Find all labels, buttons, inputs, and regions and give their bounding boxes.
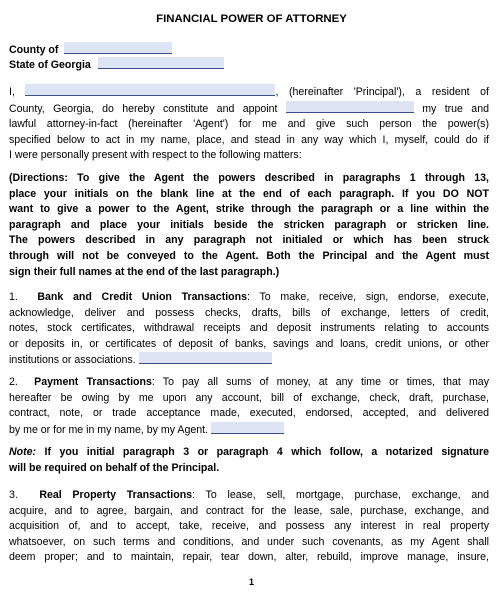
directions-line: The powers described in any paragraph not initialed or which has been struck [9,234,489,247]
directions-line: place your initials on the blank line at the end of each paragraph. If you DO NOT [9,187,489,200]
note-line: Note: If you initial paragraph 3 or paragraph 4 which follow, a notarized signature [9,446,489,458]
intro-line-5: I were personally present with respect to the following matters: [9,149,302,162]
document-title: FINANCIAL POWER OF ATTORNEY [156,13,347,25]
paragraph-3-line: whatsoever, on such terms and conditions, and under such covenants, as my Agent shall [9,535,489,548]
paragraph-3-heading: Real Property Transactions [39,489,193,501]
paragraph-2-line: contract, note, or trade acceptance made, executed, endorsed, accepted, and delivered [9,407,489,420]
directions-line: through will not be conveyed to the Agent. Both the Principal and the Agent must [9,249,489,262]
agent-name-field[interactable] [286,101,414,113]
directions-line: sign their full names at the end of the last paragraph.) [9,265,280,278]
state-field[interactable] [98,57,224,69]
paragraph-1-line: or deposits in, or certificates of deposit of banks, savings and loans, credit unions, or other [9,337,489,350]
paragraph-1-line: notes, stock certificates, withdrawal receipts and deposit instruments relating to accounts [9,322,489,335]
directions-line: want to give a power to the Agent, strike through the paragraph or a line within the [9,203,489,216]
state-label: State of Georgia [9,59,91,71]
directions-line: (Directions: To give the Agent the powers described in paragraphs 1 through 13, [9,172,489,184]
note-label: Note: [9,446,37,458]
directions-line: paragraph and place your initials beside the stricken paragraph or stricken line. [9,218,489,231]
paragraph-3 [9,488,489,566]
note-paragraph [9,445,489,476]
paragraph-2-line: 2. Payment Transactions: To pay all sums of money, at any time or times, that may [9,376,489,388]
note-line: will be required on behalf of the Principal. [9,461,220,474]
paragraph-3-line: 3. Real Property Transactions: To lease, sell, mortgage, purchase, exchange, and [9,489,490,501]
principal-name-field[interactable] [25,84,275,96]
paragraph-2-line: by me or for me in my name, by my Agent. [9,422,489,439]
paragraph-1 [9,290,489,369]
page-number: 1 [248,577,254,587]
paragraph-1-initials-field[interactable] [139,352,272,364]
paragraph-3-line: acquire, and to agree, bargain, and contract for the lease, sale, purchase, exchange, and [9,504,489,517]
paragraph-1-line: 1. Bank and Credit Union Transactions: To make, receive, sign, endorse, execute, [9,291,489,303]
intro-line-3: lawful attorney-in-fact (hereinafter 'Agent') for me and give such person the power(s) [9,118,489,131]
state-line [9,57,224,73]
paragraph-2 [9,375,489,438]
intro-line-1: I, , (hereinafter 'Principal'), a resident of [9,86,489,98]
intro-line-2: County, Georgia, do hereby constitute and appoint my true and [9,102,489,115]
paragraph-1-line: acknowledge, deliver and possess checks, drafts, bills of exchange, letters of credit, [9,306,489,319]
intro-line-4: specified below to act in my name, place, and stead in any way which I, myself, could do if [9,133,489,146]
paragraph-1-heading: Bank and Credit Union Transactions [37,291,247,303]
paragraph-2-line: hereafter be owing by me upon any account, bill of exchange, check, draft, purchase, [9,391,489,404]
paragraph-2-initials-field[interactable] [211,422,284,434]
paragraph-3-line: deem proper; and to maintain, repair, tear down, alter, rebuild, improve manage, insure, [9,551,489,564]
county-label: County of [9,44,59,56]
county-line [9,42,172,58]
directions-paragraph [9,171,489,280]
paragraph-2-heading: Payment Transactions [34,376,152,388]
paragraph-1-line: institutions or associations. [9,352,489,369]
county-field[interactable] [64,42,172,54]
intro-paragraph [9,84,489,164]
paragraph-3-line: acquisition of, and to accept, take, receive, and possess any interest in real property [9,520,489,533]
